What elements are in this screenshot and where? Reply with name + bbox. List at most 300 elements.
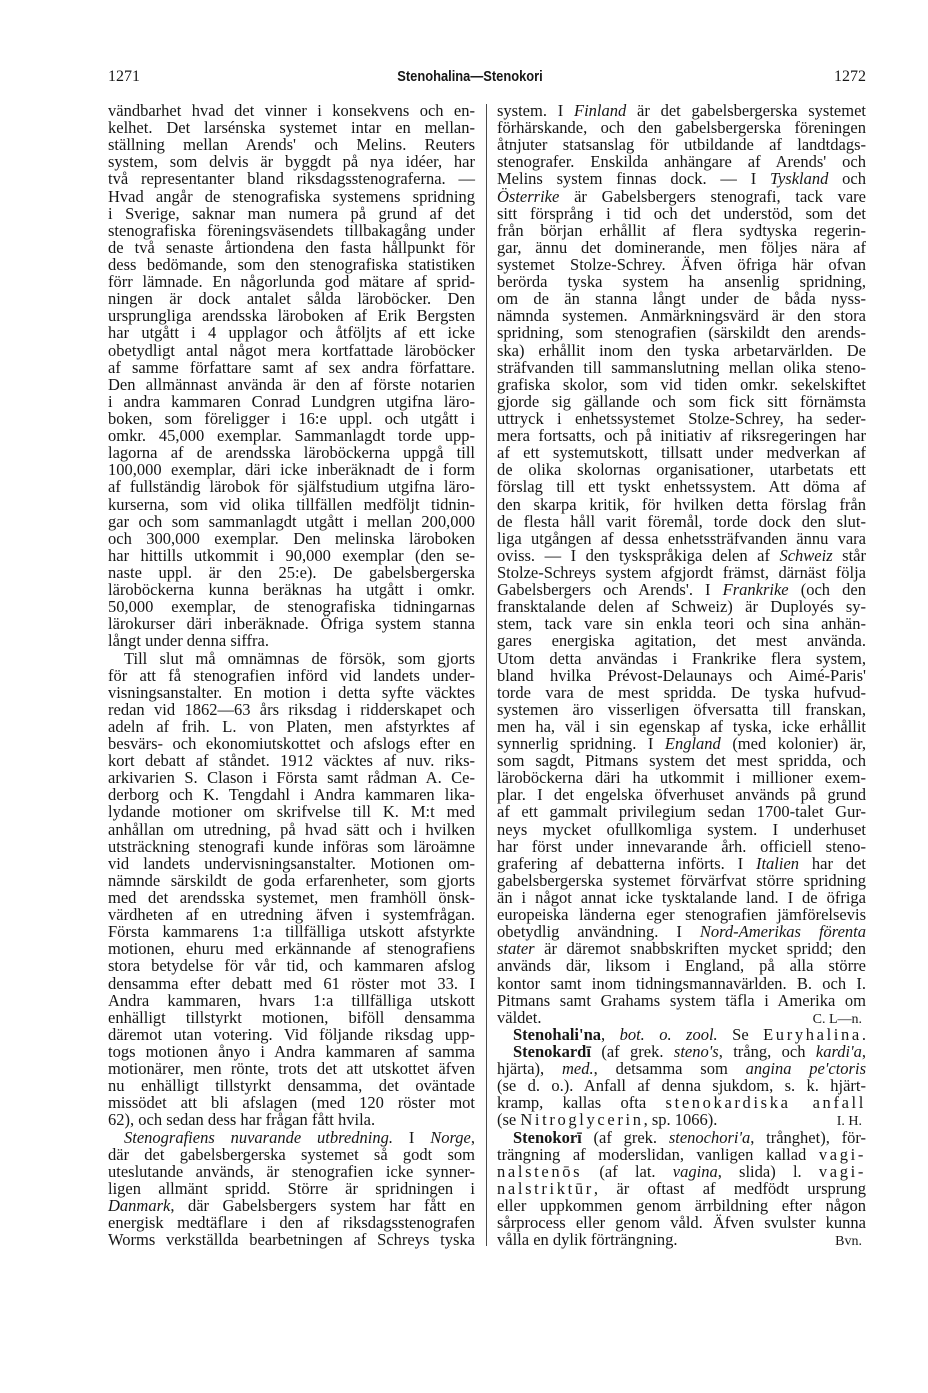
text-line (497, 684, 866, 701)
text-line (497, 957, 866, 974)
text-line (497, 769, 866, 786)
line-text: läroböckerna däri ha utkommit i millioner exem- (497, 768, 866, 788)
line-text: 50,000 exemplar, de stenografiska tidningarnas (108, 597, 475, 617)
text-line (108, 153, 475, 170)
line-text: de två senaste årtiondena den fasta hållpunkt för (108, 237, 475, 257)
line-text: berörda tyska system ha ansenlig spridning, (497, 272, 866, 292)
text-line (108, 718, 475, 735)
line-text: adeln af frih. L. von Platen, men afstyrktes af (108, 716, 475, 736)
spaced-emphasis: nalstriktūr (497, 1178, 594, 1198)
line-text: har hittills utkommit i 90,000 exemplar (den se- (108, 545, 475, 565)
spaced-emphasis: vagi- (818, 1144, 866, 1164)
line-text: och 300,000 exemplar. Den melinska läroboken (108, 528, 475, 548)
line-text: stenografer. Enskilda anhängare af Arends' och (497, 152, 866, 172)
line-text: sårprocess eller genom våld. Äfven svulster kunna (497, 1213, 866, 1233)
text-line (108, 102, 475, 119)
text-line (108, 376, 475, 393)
text-line (497, 376, 866, 393)
text-run: och (828, 169, 866, 189)
line-text: systemen äro visserligen öfversatta till franskan, (497, 699, 866, 719)
line-text: nämnde särskildt de goda erfarenheter, som gjorts (108, 870, 475, 890)
line-text: den skarpa kritik, för hvilken detta förslag från (497, 494, 866, 514)
line-text (497, 1060, 866, 1077)
text-run: hjärta), (497, 1059, 563, 1079)
text-run: väldet. (497, 1007, 542, 1027)
text-line (108, 307, 475, 324)
text-line (108, 1129, 475, 1146)
line-text (497, 923, 866, 940)
text-run: , är oftast af medfödt ursprung (593, 1178, 866, 1198)
text-line (497, 239, 866, 256)
text-line (108, 940, 475, 957)
text-line (497, 1043, 866, 1060)
author-signature: I. H. (836, 1114, 862, 1130)
text-line (108, 564, 475, 581)
text-line (108, 992, 475, 1009)
line-text: motionen, ehuru med erkännande af stenografiens (108, 939, 475, 959)
line-text (497, 1163, 866, 1180)
line-text: vändbarhet hvad det vinner i konsekvens och en- (108, 101, 475, 120)
line-text: boken, som föreligger i 16:e uppl. och utgått i (108, 408, 475, 428)
text-line (108, 188, 475, 205)
text-line (108, 119, 475, 136)
line-text: system, som delvis är byggdt på nya idéer, har (108, 152, 475, 172)
line-text (513, 1043, 866, 1060)
italic-text: steno's (673, 1042, 719, 1062)
italic-text: Frankrike (722, 580, 789, 600)
text-line (497, 496, 866, 513)
text-line (497, 872, 866, 889)
line-text: 100,000 exemplar, däri icke inberäknadt de i form (108, 460, 475, 480)
text-line (108, 1043, 475, 1060)
text-line (497, 324, 866, 341)
text-line (497, 992, 866, 1009)
line-text (124, 650, 475, 667)
text-line (497, 273, 866, 290)
line-text: Den allmännast använda är den af förste notarien (108, 374, 475, 394)
line-text: bland hvilka Prévost-Delaunays och Aimé-Paris' (497, 665, 866, 685)
text-line (108, 735, 475, 752)
text-line (497, 1197, 866, 1214)
text-line (497, 667, 866, 684)
text-line (108, 359, 475, 376)
text-line (497, 170, 866, 187)
text-run: (med kolonier) är, (720, 734, 866, 754)
line-text: fransktalande delen af Schweiz) är Duployés sy- (497, 597, 866, 617)
line-text: spridning, som stenografien (särskildt den arends- (497, 323, 866, 343)
page-number-right: 1272 (834, 68, 866, 85)
text-line (108, 496, 475, 513)
italic-text: stater (497, 939, 535, 959)
line-text (108, 1197, 475, 1214)
line-text: naste uppl. är den 25:e). De gabelsbergerska (108, 562, 475, 582)
line-text: motionärer, men rönte, trots det att utskottet äfven (108, 1059, 475, 1079)
text-line (497, 1060, 866, 1077)
line-text (497, 547, 866, 564)
text-line (108, 427, 475, 444)
line-text: ställning mellan Arends' och Melins. Reuters (108, 135, 475, 155)
line-text: lärokurser däri inberäknade. Öfriga system stanna (108, 614, 475, 634)
text-line (108, 1094, 475, 1111)
text-run: står (832, 545, 866, 565)
line-text: där det gabelsbergerska systemet så godt som (108, 1144, 475, 1164)
line-text: Stolze-Schreys system afgjordt främst, därnäst följa (497, 562, 866, 582)
text-line (497, 153, 866, 170)
text-line (108, 1026, 475, 1043)
text-line (497, 598, 866, 615)
text-line (497, 119, 866, 136)
text-line (108, 547, 475, 564)
line-text: ligen allmänt spridd. Större är spridningen i (108, 1178, 475, 1198)
line-text: åtnjuter statsanslag för utbildande af landtdags- (497, 135, 866, 155)
text-line (108, 872, 475, 889)
text-line (497, 290, 866, 307)
text-run: (se (497, 1110, 521, 1130)
text-line (108, 256, 475, 273)
line-text: af samme författare samt af sex andra författare. (108, 357, 475, 377)
spaced-emphasis: Nitroglycerin (520, 1110, 644, 1130)
italic-text: Danmark (108, 1196, 171, 1215)
text-run: oviss. — I den tyskspråkiga delen af (497, 545, 780, 565)
line-text: än i något annat icke tysktalande land. I de öfriga (497, 888, 866, 908)
text-run: (af lat. (582, 1161, 673, 1181)
text-line (108, 667, 475, 684)
line-text (497, 1094, 866, 1111)
line-text: stenografiska föreningsväsendets tillbakagång under (108, 220, 475, 240)
line-text: som sagdt, Pitmans system det mest spridda, och (497, 751, 866, 771)
line-text: togs motionen ånyo i Andra kammaren af samma (108, 1042, 475, 1062)
text-run: är det gabelsbergerska systemet (626, 101, 866, 120)
running-header (108, 66, 866, 88)
text-line (108, 1197, 475, 1214)
text-line (497, 1146, 866, 1163)
text-line (108, 889, 475, 906)
text-line (108, 581, 475, 598)
line-text: läroböckerna kunna beräknas ha utgått i omkr. (108, 580, 475, 600)
text-line (108, 632, 475, 649)
text-line (108, 598, 475, 615)
line-text: två representanter bland riksdagsstenograferna. — (108, 169, 475, 189)
text-run: , (470, 1127, 475, 1147)
text-run: 62), och sedan dess har frågan fått hvila. (108, 1110, 376, 1130)
text-line (108, 239, 475, 256)
line-text: ursprungliga arendsska läroboken af Erik Bergsten (108, 306, 475, 326)
text-run: obetydlig användning. I (497, 922, 700, 942)
text-run: kramp, kallas ofta (497, 1093, 666, 1113)
text-line (497, 701, 866, 718)
line-text: visningsanstalter. En motion i detta syfte väcktes (108, 682, 475, 702)
line-text: men ha, väl i sin egenskap af tyska, icke erhållit (497, 716, 866, 736)
text-line (108, 273, 475, 290)
line-text (513, 1026, 866, 1043)
left-column (108, 102, 475, 1248)
spaced-emphasis: vagi- (818, 1161, 866, 1181)
line-text: förslag till ett tyskt enhetssystem. Att döma af (497, 477, 866, 497)
page-number-left: 1271 (108, 68, 140, 85)
text-line (497, 359, 866, 376)
text-run: , detsamma som (593, 1059, 746, 1079)
line-text (497, 102, 866, 119)
line-text (108, 1111, 375, 1128)
text-run: , trång, och (718, 1042, 816, 1062)
text-line (497, 461, 866, 478)
text-line (108, 136, 475, 153)
line-text: gabelsbergerska systemet förvärfvat större spridning (497, 870, 866, 890)
italic-text: Nord-Amerikas förenta (699, 922, 866, 942)
italic-text: England (664, 734, 721, 754)
text-line (497, 821, 866, 838)
text-run: Se (717, 1024, 764, 1044)
text-line (497, 1214, 866, 1231)
line-text: om de än stanna långt under de båda nyss- (497, 289, 866, 309)
text-run: vålla en dylik förträngning. (497, 1230, 678, 1250)
line-text: med det arendsska systemet, men framhöll önsk- (108, 888, 475, 908)
text-line (108, 1231, 475, 1248)
text-run: Gabelsbergers och Arends'. I (497, 580, 723, 600)
text-line (497, 1180, 866, 1197)
line-text: Hvad angår de stenografiska systemens spridning (108, 186, 475, 206)
text-run: I (392, 1127, 431, 1147)
line-text (497, 170, 866, 187)
line-text: kort debatt af ståndet. 1912 väcktes af nuv. riks- (108, 751, 475, 771)
line-text: uteslutande används, är stenografien icke synner- (108, 1161, 475, 1181)
text-line (497, 513, 866, 530)
text-line (108, 461, 475, 478)
italic-text: Finland (573, 101, 627, 120)
line-text: af fullständig lärobok för själfstudium utgifna läro- (108, 477, 475, 497)
line-text: nämnda systemen. Anmärkningsvärd är den stora (497, 306, 866, 326)
text-line (497, 735, 866, 752)
italic-text: Tyskland (770, 169, 829, 189)
text-line (497, 803, 866, 820)
line-text: europeiska länderna eger stenografien jämförelsevis (497, 905, 866, 925)
line-text: gar och som sammanlagdt utgått i mellan 200,000 (108, 511, 475, 531)
line-text: vid landets undervisningsanstalter. Motionen om- (108, 853, 475, 873)
text-line (497, 889, 866, 906)
italic-text: Norge (430, 1127, 471, 1147)
text-line (108, 324, 475, 341)
line-text: sitt försprång i tid och det understöd, som det (497, 203, 866, 223)
line-text: Första kammarens 1:a tillfälliga utskott afstyrkte (108, 922, 475, 942)
text-line (497, 478, 866, 495)
text-run: Till slut må omnämnas de försök, som gjorts (124, 648, 475, 668)
text-line (108, 615, 475, 632)
line-text: af ett gammalt privilegium sedan 1700-talet Gur- (497, 802, 866, 822)
line-text (497, 1231, 678, 1248)
running-title: Stenohalina—Stenokori (397, 68, 543, 85)
text-line (108, 410, 475, 427)
italic-text: kardi'a (815, 1042, 862, 1062)
text-line (497, 1077, 866, 1094)
text-line (497, 547, 866, 564)
right-column (497, 102, 866, 1248)
text-line (108, 906, 475, 923)
text-line (497, 1129, 866, 1146)
text-line (497, 1231, 866, 1248)
italic-text: angina pe'ctoris (745, 1059, 866, 1079)
text-line (108, 1146, 475, 1163)
spaced-emphasis: Euryhalina (763, 1024, 862, 1044)
line-text: densamma efter debatt med 61 röster mot 33. I (108, 973, 475, 993)
line-text: liga utgången af dessa enhetssträfvanden ännu vara (497, 528, 866, 548)
line-text: arkivarien S. Clason i Första samt rådman A. Ce- (108, 768, 475, 788)
text-line (108, 1111, 475, 1128)
line-text: stem, tack vare sin enkla teori och sina anhän- (497, 614, 866, 634)
text-line (108, 821, 475, 838)
text-line (108, 342, 475, 359)
text-line (108, 205, 475, 222)
line-text: Andra kammaren, hvars 1:a tillfälliga utskott (108, 990, 475, 1010)
line-text (497, 1009, 541, 1026)
line-text: utsträckning stenografi kunde införas som läroämne (108, 836, 475, 856)
text-line (497, 581, 866, 598)
text-line (108, 855, 475, 872)
text-line (108, 222, 475, 239)
line-text: lydande motioner om skrifvelse till K. M:t med (108, 802, 475, 822)
italic-text: Schweiz (779, 545, 833, 565)
text-run: . (861, 1024, 866, 1044)
article-headword: Stenokardī (513, 1042, 591, 1062)
text-line (497, 752, 866, 769)
text-line (497, 855, 866, 872)
spaced-emphasis: nalstenōs (497, 1161, 583, 1181)
line-text: ska) erhållit inom den tyska arbetarvärlden. De (497, 340, 866, 360)
text-line (497, 444, 866, 461)
line-text (497, 855, 866, 872)
text-line (497, 906, 866, 923)
text-line (108, 957, 475, 974)
text-line (108, 701, 475, 718)
text-line (497, 410, 866, 427)
italic-text: Stenografiens nuvarande utbredning. (124, 1127, 393, 1147)
text-line (497, 427, 866, 444)
line-text: gares energiska agitation, det mest använda. (497, 631, 866, 651)
line-text: sträfvanden till sammanslutning mellan olika steno- (497, 357, 866, 377)
line-text: af ett systemutskott, tillsatt under medverkan af (497, 443, 866, 463)
text-run: har det (799, 853, 866, 873)
author-signature: Bvn. (835, 1234, 862, 1250)
article-headword: Stenokorī (513, 1127, 582, 1147)
text-run: är däremot snabbskriften mycket spridd; den (534, 939, 866, 959)
author-signature: C. L—n. (812, 1011, 862, 1027)
line-text: nu enhälligt tillstyrkt densamma, det oväntade (108, 1076, 475, 1096)
text-run: trängning af moderslidan, vanligen kallad (497, 1144, 819, 1164)
text-line (108, 650, 475, 667)
line-text: har utgått i 4 upplagor och åtföljts af ett icke (108, 323, 475, 343)
text-run: Melins system finnas dock. — I (497, 169, 771, 189)
italic-text: med. (562, 1059, 594, 1079)
text-line (108, 786, 475, 803)
text-line (108, 769, 475, 786)
text-line (497, 1163, 866, 1180)
text-line (497, 923, 866, 940)
text-line (497, 188, 866, 205)
line-text (497, 940, 866, 957)
line-text: enhälligt tillstyrkt motionen, biföll densamma (108, 1007, 475, 1027)
text-line (497, 940, 866, 957)
line-text: torde vara de mest spridda. De tyska hufvud- (497, 682, 866, 702)
line-text: besvärs- och ekonomiutskottet och afslogs efter en (108, 734, 475, 754)
line-text (497, 1111, 717, 1128)
text-line (108, 752, 475, 769)
line-text: från början erhållit af flera sydtyska regerin- (497, 220, 866, 240)
text-run: , (861, 1042, 866, 1062)
text-line (497, 393, 866, 410)
text-line (108, 1077, 475, 1094)
text-line (497, 222, 866, 239)
line-text: för att få stenografien införd vid landets under- (108, 665, 475, 685)
line-text: förr lämnade. En någorlunda god mätare af sprid- (108, 272, 475, 292)
line-text: förhärskande, och den gabelsbergerska föreningen (497, 118, 866, 138)
text-line (497, 650, 866, 667)
text-run: (af grek. (590, 1042, 674, 1062)
text-line (108, 838, 475, 855)
text-line (497, 786, 866, 803)
text-run: , slida) l. (717, 1161, 819, 1181)
line-text (497, 188, 866, 205)
line-text: ningen är dock antalet sålda läroböcker. Den (108, 289, 475, 309)
line-text: lagorna af de arendsska läroböckerna uppgå till (108, 443, 475, 463)
line-text (124, 1129, 475, 1146)
text-line (497, 102, 866, 119)
line-text: obetydligt antal något mera kortfattade läroböcker (108, 340, 475, 360)
line-text: systemet Stolze-Schrey. Äfven öfriga här ofvan (497, 254, 866, 274)
line-text: kurserna, som vid olika tillfällen medföljt tidnin- (108, 494, 475, 514)
line-text: de flesta håll varit föremål, torde dock den slut- (497, 511, 866, 531)
text-line (108, 684, 475, 701)
line-text: har först under innevarande årh. officiell steno- (497, 836, 866, 856)
text-line (497, 530, 866, 547)
line-text: eller uppkommen genom ärrbildning efter någon (497, 1196, 866, 1215)
line-text (108, 632, 269, 649)
line-text: Worms verkställda bearbetningen af Schreys tyska (108, 1230, 475, 1250)
italic-text: Österrike (497, 186, 560, 206)
line-text: derborg och K. Tengdahl i Andra kammaren lika- (108, 785, 475, 805)
text-line (108, 513, 475, 530)
text-line (108, 923, 475, 940)
line-text: värdheten af en utredning äfven i systemfrågan. (108, 905, 475, 925)
text-line (497, 975, 866, 992)
line-text: används där, liksom i England, på alla större (497, 956, 866, 976)
line-text: Utom detta användas i Frankrike flera system, (497, 648, 866, 668)
text-line (497, 564, 866, 581)
text-line (497, 632, 866, 649)
italic-text: Italien (755, 853, 800, 873)
text-run: (och den (788, 580, 866, 600)
line-text: gar, ännu det dominerande, men följes nära af (497, 237, 866, 257)
line-text: kontor samt inom tidningsmannavärlden. B. och I. (497, 973, 866, 993)
line-text (497, 581, 866, 598)
text-line (497, 1026, 866, 1043)
line-text (513, 1129, 866, 1146)
text-run: , sp. 1066). (643, 1110, 718, 1130)
line-text: kelhet. Det larsénska systemet intar en mellan- (108, 118, 475, 138)
line-text: i Sverige, saknar man numera på grund af det (108, 203, 475, 223)
spaced-emphasis: stenokardiska anfall (665, 1093, 866, 1113)
line-text: omkr. 45,000 exemplar. Sammanlagdt torde upp- (108, 426, 475, 446)
text-line (497, 307, 866, 324)
line-text: Pitmans samt Grahams system täfla i Amerika om (497, 990, 866, 1010)
text-run: synnerlig spridning. I (497, 734, 665, 754)
line-text: de olika skolornas organisationer, utarbetats ett (497, 460, 866, 480)
line-text: mera fortsatts, och på initiativ af riksregeringen har (497, 426, 866, 446)
text-line (108, 1060, 475, 1077)
text-run: är Gabelsbergers stenografi, tack vare (559, 186, 866, 206)
text-line (108, 290, 475, 307)
line-text (497, 1146, 866, 1163)
text-run: , trånghet), för- (750, 1127, 866, 1147)
line-text: energisk medtäflare i den af riksdagsstenografen (108, 1213, 475, 1233)
